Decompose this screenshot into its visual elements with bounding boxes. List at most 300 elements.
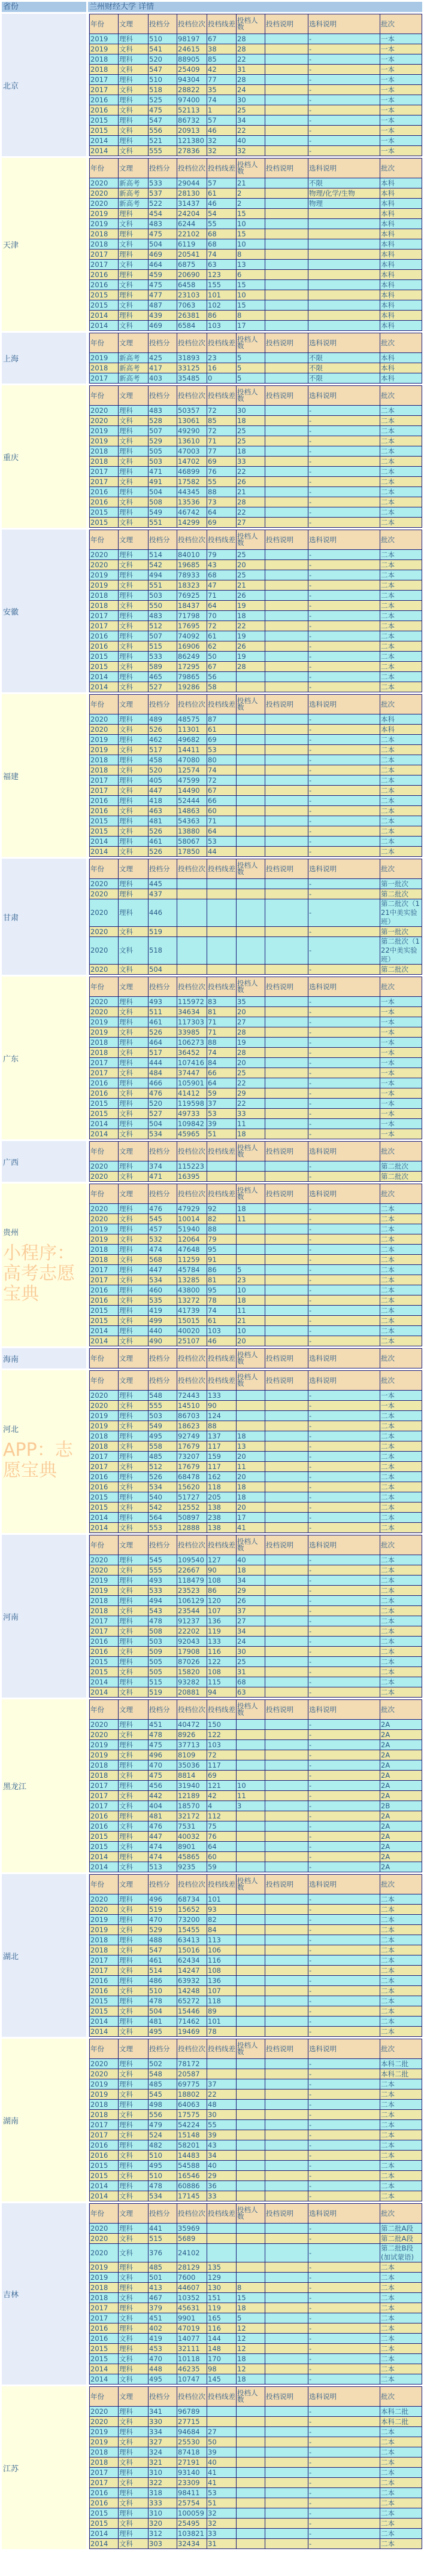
cell-count (237, 1915, 265, 1925)
cell-subject: - (308, 1088, 380, 1099)
cell-year: 2018 (90, 1935, 119, 1945)
cell-year: 2017 (90, 1462, 119, 1472)
cell-track: 理科 (119, 270, 149, 280)
cell-count: 25 (237, 436, 265, 446)
table-row (90, 2120, 422, 2130)
cell-line-diff: 85 (207, 416, 237, 426)
cell-count (237, 816, 265, 826)
cell-note (265, 806, 308, 816)
table-row (90, 806, 422, 816)
table-row (90, 2458, 422, 2468)
cell-year: 2016 (90, 105, 119, 115)
cell-note (265, 1862, 308, 1872)
column-header-year: 年份 (90, 386, 119, 406)
cell-year: 2018 (90, 591, 119, 601)
cell-count: 12 (237, 2323, 265, 2334)
cell-note (265, 2539, 308, 2549)
cell-year: 2015 (90, 115, 119, 126)
cell-subject: - (308, 1129, 380, 1139)
cell-track: 文科 (119, 1503, 149, 1513)
cell-line-diff: 71 (207, 1017, 237, 1027)
cell-count (237, 1811, 265, 1821)
cell-count (237, 765, 265, 775)
province-table-cell (88, 1370, 422, 1533)
province-cell (2, 158, 86, 331)
cell-note (265, 1078, 308, 1088)
cell-batch: 一本 (380, 95, 422, 105)
cell-batch: 二本 (380, 1996, 422, 2006)
cell-note (265, 457, 308, 467)
cell-year: 2017 (90, 2303, 119, 2313)
cell-subject: - (308, 2151, 380, 2161)
cell-note (265, 1750, 308, 1760)
cell-line-diff: 130 (207, 2283, 237, 2293)
cell-note (265, 1129, 308, 1139)
cell-score: 545 (149, 1214, 177, 1224)
cell-year: 2020 (90, 2407, 119, 2417)
cell-subject: - (308, 899, 380, 927)
cell-note (265, 2344, 308, 2354)
column-header-year: 年份 (90, 2204, 119, 2224)
cell-rank: 109540 (177, 1555, 207, 1565)
cell-note (265, 1740, 308, 1750)
cell-score: 477 (149, 290, 177, 300)
column-header-subject: 选科说明 (308, 159, 380, 178)
cell-track: 文科 (119, 2090, 149, 2100)
cell-rank: 40032 (177, 1832, 207, 1842)
table-row (90, 1172, 422, 1182)
cell-score: 499 (149, 1316, 177, 1326)
cell-batch: 2A (380, 1730, 422, 1740)
table-row (90, 965, 422, 975)
cell-subject: - (308, 1421, 380, 1431)
column-header-subject: 选科说明 (308, 1371, 380, 1391)
table-row (90, 2488, 422, 2498)
cell-batch: 一本 (380, 1068, 422, 1078)
cell-count (237, 1986, 265, 1996)
cell-subject: - (308, 1119, 380, 1129)
cell-year: 2015 (90, 1832, 119, 1842)
cell-track: 文科 (119, 1401, 149, 1411)
cell-score: 458 (149, 755, 177, 765)
cell-rank: 12574 (177, 765, 207, 775)
cell-year: 2016 (90, 796, 119, 806)
cell-year: 2019 (90, 44, 119, 54)
column-header-note: 投档说明 (265, 695, 308, 714)
column-header-score: 投档分 (149, 1349, 177, 1368)
cell-year: 2014 (90, 1513, 119, 1523)
cell-year: 2014 (90, 1687, 119, 1698)
cell-line-diff: 30 (207, 2110, 237, 2120)
cell-rank: 22202 (177, 1626, 207, 1637)
cell-year: 2019 (90, 1740, 119, 1750)
cell-note (265, 311, 308, 321)
cell-count: 27 (237, 518, 265, 528)
cell-rank: 23544 (177, 1606, 207, 1616)
cell-subject: - (308, 1555, 380, 1565)
province-block (2, 1874, 422, 2037)
table-row (90, 426, 422, 436)
cell-score: 469 (149, 321, 177, 331)
cell-rank: 79865 (177, 672, 207, 682)
cell-score: 542 (149, 1503, 177, 1513)
cell-score: 402 (149, 2323, 177, 2334)
cell-note (265, 75, 308, 85)
cell-subject: - (308, 1068, 380, 1078)
cell-score: 529 (149, 1925, 177, 1935)
cell-rank: 98197 (177, 34, 207, 44)
cell-line-diff: 94 (207, 1687, 237, 1698)
cell-year: 2018 (90, 1048, 119, 1058)
cell-rank: 46742 (177, 507, 207, 518)
cell-subject: - (308, 1452, 380, 1462)
column-header-note: 投档说明 (265, 2387, 308, 2407)
cell-line-diff: 39 (207, 2130, 237, 2140)
cell-score: 547 (149, 65, 177, 75)
cell-count (237, 745, 265, 755)
cell-year: 2017 (90, 2120, 119, 2130)
cell-batch: 本科 (380, 300, 422, 311)
cell-subject: - (308, 54, 380, 65)
cell-track: 文科 (119, 1441, 149, 1452)
cell-line-diff (207, 1161, 237, 1172)
column-header-rank: 投档位次 (177, 333, 207, 353)
cell-track: 文科 (119, 1109, 149, 1119)
cell-batch: 第二批B段(加试蒙语) (380, 2244, 422, 2262)
cell-count (237, 1945, 265, 1955)
cell-rank: 16546 (177, 2171, 207, 2181)
cell-batch: 一本 (380, 1017, 422, 1027)
cell-track: 文科 (119, 1007, 149, 1017)
cell-year: 2016 (90, 487, 119, 497)
cell-subject: - (308, 826, 380, 837)
cell-score: 485 (149, 2079, 177, 2090)
cell-line-diff: 71 (207, 591, 237, 601)
table-row (90, 889, 422, 899)
cell-line-diff: 76 (207, 467, 237, 477)
cell-rank: 86249 (177, 652, 207, 662)
cell-line-diff: 58 (207, 682, 237, 692)
column-header-line-diff: 投档线差 (207, 14, 237, 34)
table-header-row (90, 1875, 422, 1894)
cell-batch: 二本 (380, 641, 422, 652)
cell-note (265, 1771, 308, 1781)
cell-count (237, 2181, 265, 2191)
cell-subject: - (308, 426, 380, 436)
cell-note (265, 436, 308, 446)
table-header-row (90, 159, 422, 178)
cell-track: 文科 (119, 1730, 149, 1740)
cell-score: 505 (149, 1657, 177, 1667)
cell-subject: - (308, 1565, 380, 1576)
cell-line-diff: 162 (207, 1472, 237, 1482)
cell-subject: - (308, 1842, 380, 1852)
cell-batch: 二本 (380, 1905, 422, 1915)
cell-rank: 27836 (177, 146, 207, 156)
table-row (90, 1832, 422, 1842)
cell-rank: 26381 (177, 311, 207, 321)
cell-subject: - (308, 2120, 380, 2130)
cell-subject: - (308, 1285, 380, 1295)
table-row (90, 591, 422, 601)
cell-rank: 27715 (177, 2417, 207, 2427)
cell-note (265, 2407, 308, 2417)
cell-batch: 二本 (380, 2323, 422, 2334)
cell-score: 510 (149, 2151, 177, 2161)
cell-year: 2020 (90, 406, 119, 416)
cell-batch: 一本 (380, 1038, 422, 1048)
cell-count: 18 (237, 416, 265, 426)
cell-note (265, 2181, 308, 2191)
cell-rank: 98411 (177, 2488, 207, 2498)
column-header-track: 文理 (119, 333, 149, 353)
cell-count (237, 2069, 265, 2079)
cell-year: 2017 (90, 1068, 119, 1078)
cell-rank: 52113 (177, 105, 207, 115)
cell-line-diff: 71 (207, 436, 237, 446)
cell-batch: 二本 (380, 2283, 422, 2293)
cell-batch: 二本 (380, 837, 422, 847)
cell-count: 31 (237, 1667, 265, 1677)
cell-track: 文科 (119, 1275, 149, 1285)
cell-subject: - (308, 1996, 380, 2006)
cell-note (265, 219, 308, 229)
cell-subject: - (308, 672, 380, 682)
cell-year: 2020 (90, 879, 119, 889)
province-score-table (89, 2386, 422, 2549)
cell-rank: 20541 (177, 250, 207, 260)
cell-batch: 二本 (380, 1326, 422, 1336)
cell-rank: 15820 (177, 1667, 207, 1677)
table-row (90, 1667, 422, 1677)
cell-score: 447 (149, 1832, 177, 1842)
cell-count (237, 714, 265, 725)
column-header-note: 投档说明 (265, 1371, 308, 1391)
cell-subject: - (308, 1472, 380, 1482)
cell-rank: 36452 (177, 1048, 207, 1058)
table-row (90, 34, 422, 44)
cell-score: 474 (149, 1245, 177, 1255)
cell-year: 2018 (90, 363, 119, 373)
cell-count (237, 775, 265, 786)
cell-note (265, 2417, 308, 2427)
cell-score: 405 (149, 775, 177, 786)
cell-rank: 119598 (177, 1099, 207, 1109)
cell-line-diff: 81 (207, 1275, 237, 1285)
column-header-batch: 批次 (380, 859, 422, 879)
column-header-rank: 投档位次 (177, 977, 207, 997)
table-row (90, 446, 422, 457)
cell-track: 理科 (119, 95, 149, 105)
column-header-batch: 批次 (380, 1875, 422, 1894)
cell-subject: - (308, 1275, 380, 1285)
cell-note (265, 591, 308, 601)
cell-line-diff: 62 (207, 641, 237, 652)
cell-line-diff: 74 (207, 765, 237, 775)
cell-batch: 第二批次 (380, 965, 422, 975)
cell-year: 2020 (90, 550, 119, 560)
cell-note (265, 115, 308, 126)
column-header-note: 投档说明 (265, 977, 308, 997)
cell-count (237, 2027, 265, 2037)
table-row (90, 1576, 422, 1586)
column-header-rank: 投档位次 (177, 386, 207, 406)
cell-count: 28 (237, 75, 265, 85)
cell-count: 22 (237, 1078, 265, 1088)
cell-line-diff: 47 (207, 580, 237, 591)
table-row (90, 1894, 422, 1905)
cell-count: 37 (237, 1606, 265, 1616)
table-row (90, 2100, 422, 2110)
table-row (90, 1513, 422, 1523)
cell-track: 理科 (119, 1996, 149, 2006)
table-row (90, 1565, 422, 1576)
cell-score: 503 (149, 591, 177, 601)
cell-year: 2019 (90, 2090, 119, 2100)
cell-subject: - (308, 1214, 380, 1224)
cell-year: 2018 (90, 1245, 119, 1255)
cell-note (265, 54, 308, 65)
cell-year: 2014 (90, 1336, 119, 1346)
cell-year: 2018 (90, 1945, 119, 1955)
cell-year: 2015 (90, 1316, 119, 1326)
cell-track: 理科 (119, 2303, 149, 2313)
cell-line-diff: 66 (207, 796, 237, 806)
cell-count: 30 (237, 406, 265, 416)
cell-note (265, 1007, 308, 1017)
table-header-row (90, 1349, 422, 1368)
cell-rank: 35485 (177, 373, 207, 384)
cell-note (265, 1677, 308, 1687)
cell-line-diff: 32 (207, 2519, 237, 2529)
cell-track: 理科 (119, 796, 149, 806)
cell-subject (308, 229, 380, 239)
cell-subject: - (308, 1894, 380, 1905)
cell-batch: 一本 (380, 34, 422, 44)
column-header-line-diff: 投档线差 (207, 333, 237, 353)
cell-batch: 二本 (380, 2273, 422, 2283)
table-row (90, 1401, 422, 1411)
cell-score: 456 (149, 1781, 177, 1791)
cell-count: 63 (237, 1687, 265, 1698)
cell-line-diff: 72 (207, 1750, 237, 1760)
column-header-batch: 批次 (380, 2387, 422, 2407)
cell-track: 理科 (119, 487, 149, 497)
cell-rank: 35969 (177, 2224, 207, 2234)
cell-score: 478 (149, 1616, 177, 1626)
cell-line-diff: 74 (207, 95, 237, 105)
cell-note (265, 1214, 308, 1224)
cell-track: 文科 (119, 2313, 149, 2323)
cell-batch: 二本 (380, 2374, 422, 2385)
cell-track: 新高考 (119, 363, 149, 373)
table-row (90, 837, 422, 847)
cell-batch: 二本 (380, 1234, 422, 1245)
cell-count (237, 2006, 265, 2017)
cell-batch: 二本 (380, 1523, 422, 1533)
column-header-line-diff: 投档线差 (207, 2039, 237, 2059)
cell-year: 2020 (90, 889, 119, 899)
table-row (90, 1687, 422, 1698)
cell-score: 493 (149, 1576, 177, 1586)
cell-rank: 24102 (177, 2244, 207, 2262)
cell-rank: 14248 (177, 1986, 207, 1996)
cell-count: 18 (237, 2303, 265, 2313)
cell-track: 理科 (119, 1637, 149, 1647)
table-row (90, 1285, 422, 1295)
cell-rank: 44345 (177, 487, 207, 497)
cell-rank: 6244 (177, 219, 207, 229)
column-header-score: 投档分 (149, 1142, 177, 1161)
page-header (2, 2, 422, 12)
cell-batch: 二本 (380, 2140, 422, 2151)
cell-batch: 一本 (380, 1078, 422, 1088)
cell-year: 2020 (90, 1720, 119, 1730)
table-row (90, 2130, 422, 2140)
table-row (90, 146, 422, 156)
cell-score: 510 (149, 75, 177, 85)
cell-count (237, 2427, 265, 2437)
province-score-table (89, 1184, 422, 1346)
cell-track: 文科 (119, 580, 149, 591)
cell-batch: 本科 (380, 373, 422, 384)
cell-score: 333 (149, 2498, 177, 2508)
cell-batch: 二本 (380, 2110, 422, 2120)
cell-count: 25 (237, 426, 265, 436)
cell-rank: 13610 (177, 436, 207, 446)
cell-note (265, 1441, 308, 1452)
cell-subject: - (308, 1730, 380, 1740)
cell-note (265, 1503, 308, 1513)
cell-note (265, 837, 308, 847)
cell-rank: 17679 (177, 1441, 207, 1452)
column-header-note: 投档说明 (265, 859, 308, 879)
cell-score: 507 (149, 426, 177, 436)
cell-subject: - (308, 631, 380, 641)
cell-subject: - (308, 1401, 380, 1411)
cell-line-diff: 38 (207, 44, 237, 54)
cell-track: 文科 (119, 745, 149, 755)
cell-track: 理科 (119, 2323, 149, 2334)
cell-subject: - (308, 1687, 380, 1698)
cell-count: 25 (237, 105, 265, 115)
cell-line-diff: 64 (207, 507, 237, 518)
cell-count (237, 2417, 265, 2427)
column-header-year: 年份 (90, 859, 119, 879)
table-row (90, 2224, 422, 2234)
cell-subject: - (308, 2224, 380, 2234)
column-header-score: 投档分 (149, 1700, 177, 1720)
cell-year: 2016 (90, 1482, 119, 1492)
cell-subject: - (308, 1007, 380, 1017)
cell-batch: 二本 (380, 2027, 422, 2037)
cell-count (237, 1760, 265, 1771)
cell-subject (308, 250, 380, 260)
cell-batch: 2A (380, 1811, 422, 1821)
cell-track: 文科 (119, 1316, 149, 1326)
column-header-rank: 投档位次 (177, 159, 207, 178)
cell-note (265, 426, 308, 436)
cell-count: 5 (237, 353, 265, 363)
cell-note (265, 1391, 308, 1401)
cell-rank: 29044 (177, 178, 207, 188)
cell-rank: 11259 (177, 1255, 207, 1265)
cell-subject: - (308, 1295, 380, 1306)
cell-score: 519 (149, 1687, 177, 1698)
table-row (90, 229, 422, 239)
cell-note (265, 1565, 308, 1576)
cell-batch: 二本 (380, 477, 422, 487)
